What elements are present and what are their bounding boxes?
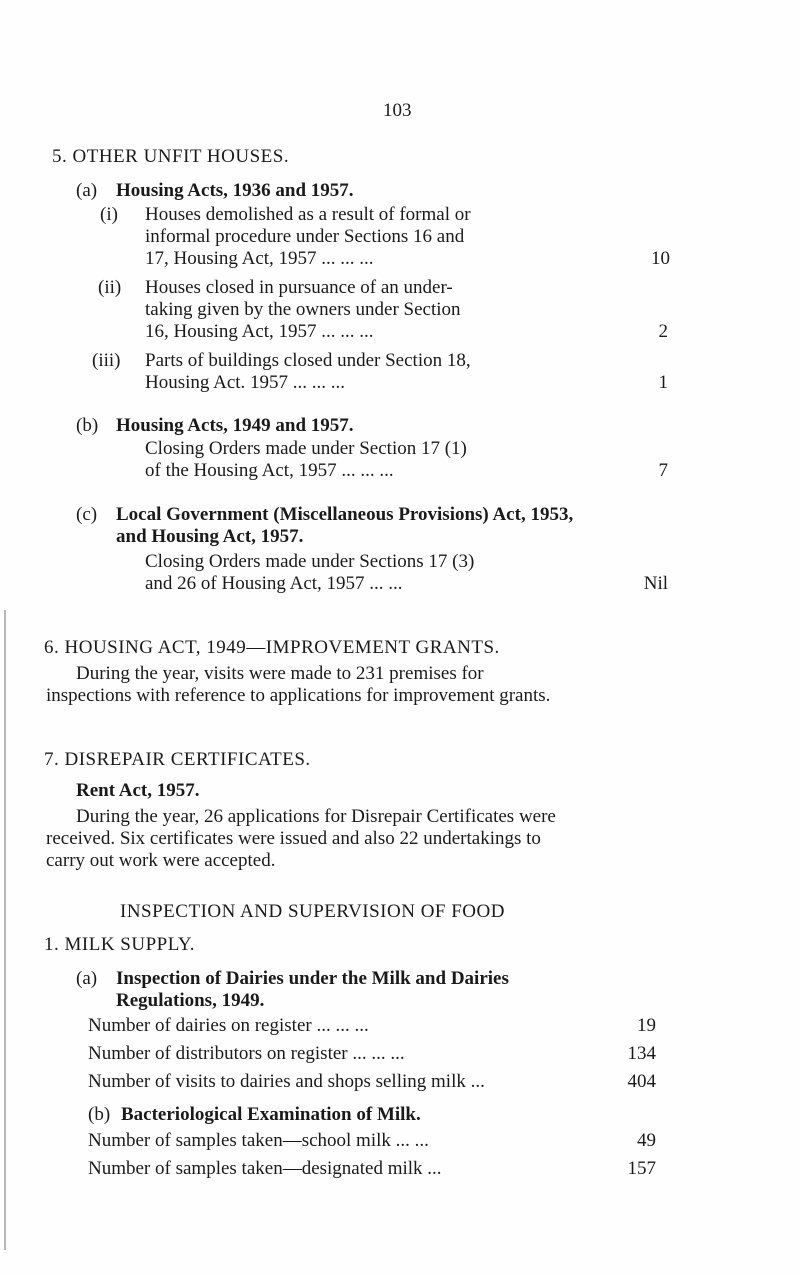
s5a-item3-num: (iii) <box>92 350 121 371</box>
s5a-item2-line1: Houses closed in pursuance of an under- <box>145 277 453 298</box>
visits-row-label: Number of visits to dairies and shops selling milk ... <box>88 1071 485 1092</box>
school-milk-row-value: 49 <box>637 1130 656 1151</box>
s5a-item2-line2: taking given by the owners under Section <box>145 299 461 320</box>
s5b-title: Housing Acts, 1949 and 1957. <box>116 415 354 436</box>
s5c-title-line1: Local Government (Miscellaneous Provisions) Act, 1953, <box>116 504 574 525</box>
page-number: 103 <box>383 100 412 121</box>
s7-line2: received. Six certificates were issued and also 22 undertakings to <box>46 828 541 849</box>
s7-subheading: Rent Act, 1957. <box>76 780 200 801</box>
s5c-title-line2: and Housing Act, 1957. <box>116 526 304 547</box>
s5a-item2-num: (ii) <box>98 277 122 298</box>
s5a-item1-value: 10 <box>651 248 670 269</box>
milk-supply-heading: 1. MILK SUPPLY. <box>44 934 195 955</box>
s5c-line2: and 26 of Housing Act, 1957 ... ... <box>145 573 403 594</box>
designated-milk-row-value: 157 <box>627 1158 656 1179</box>
designated-milk-row-label: Number of samples taken—designated milk ... <box>88 1158 442 1179</box>
s5a-item3-value: 1 <box>658 372 668 393</box>
s5b-line2: of the Housing Act, 1957 ... ... ... <box>145 460 394 481</box>
s5a-item1-line3: 17, Housing Act, 1957 ... ... ... <box>145 248 374 269</box>
food-section-title: INSPECTION AND SUPERVISION OF FOOD <box>120 901 505 922</box>
s5a-item1-num: (i) <box>100 204 118 225</box>
food-b-title: Bacteriological Examination of Milk. <box>121 1104 421 1125</box>
dairies-row-label: Number of dairies on register ... ... ... <box>88 1015 369 1036</box>
food-b-label: (b) <box>88 1104 111 1125</box>
s7-line1: During the year, 26 applications for Disrepair Certificates were <box>76 806 556 827</box>
s5b-line1: Closing Orders made under Section 17 (1) <box>145 438 467 459</box>
s5c-line1: Closing Orders made under Sections 17 (3) <box>145 551 475 572</box>
s5b-value: 7 <box>658 460 668 481</box>
s5a-label: (a) <box>76 180 98 201</box>
distributors-row-value: 134 <box>627 1043 656 1064</box>
section-5-heading: 5. OTHER UNFIT HOUSES. <box>52 146 290 167</box>
section-6-heading: 6. HOUSING ACT, 1949—IMPROVEMENT GRANTS. <box>44 637 500 658</box>
s5a-title: Housing Acts, 1936 and 1957. <box>116 180 354 201</box>
food-a-title-line1: Inspection of Dairies under the Milk and Dairies <box>116 968 509 989</box>
distributors-row-label: Number of distributors on register ... ... ... <box>88 1043 405 1064</box>
s7-line3: carry out work were accepted. <box>46 850 276 871</box>
s6-line1: During the year, visits were made to 231 premises for <box>76 663 484 684</box>
dairies-row-value: 19 <box>637 1015 656 1036</box>
s5a-item3-line1: Parts of buildings closed under Section 18, <box>145 350 471 371</box>
s5a-item1-line2: informal procedure under Sections 16 and <box>145 226 465 247</box>
s5a-item1-line1: Houses demolished as a result of formal or <box>145 204 471 225</box>
s5b-label: (b) <box>76 415 99 436</box>
food-a-title-line2: Regulations, 1949. <box>116 990 265 1011</box>
food-a-label: (a) <box>76 968 98 989</box>
section-7-heading: 7. DISREPAIR CERTIFICATES. <box>44 749 311 770</box>
visits-row-value: 404 <box>627 1071 656 1092</box>
s6-line2: inspections with reference to applications for improvement grants. <box>46 685 551 706</box>
s5a-item2-line3: 16, Housing Act, 1957 ... ... ... <box>145 321 374 342</box>
s5a-item3-line2: Housing Act. 1957 ... ... ... <box>145 372 346 393</box>
s5c-value: Nil <box>643 573 668 594</box>
page-edge-shadow <box>4 610 6 1250</box>
school-milk-row-label: Number of samples taken—school milk ... ... <box>88 1130 429 1151</box>
s5c-label: (c) <box>76 504 98 525</box>
s5a-item2-value: 2 <box>658 321 668 342</box>
